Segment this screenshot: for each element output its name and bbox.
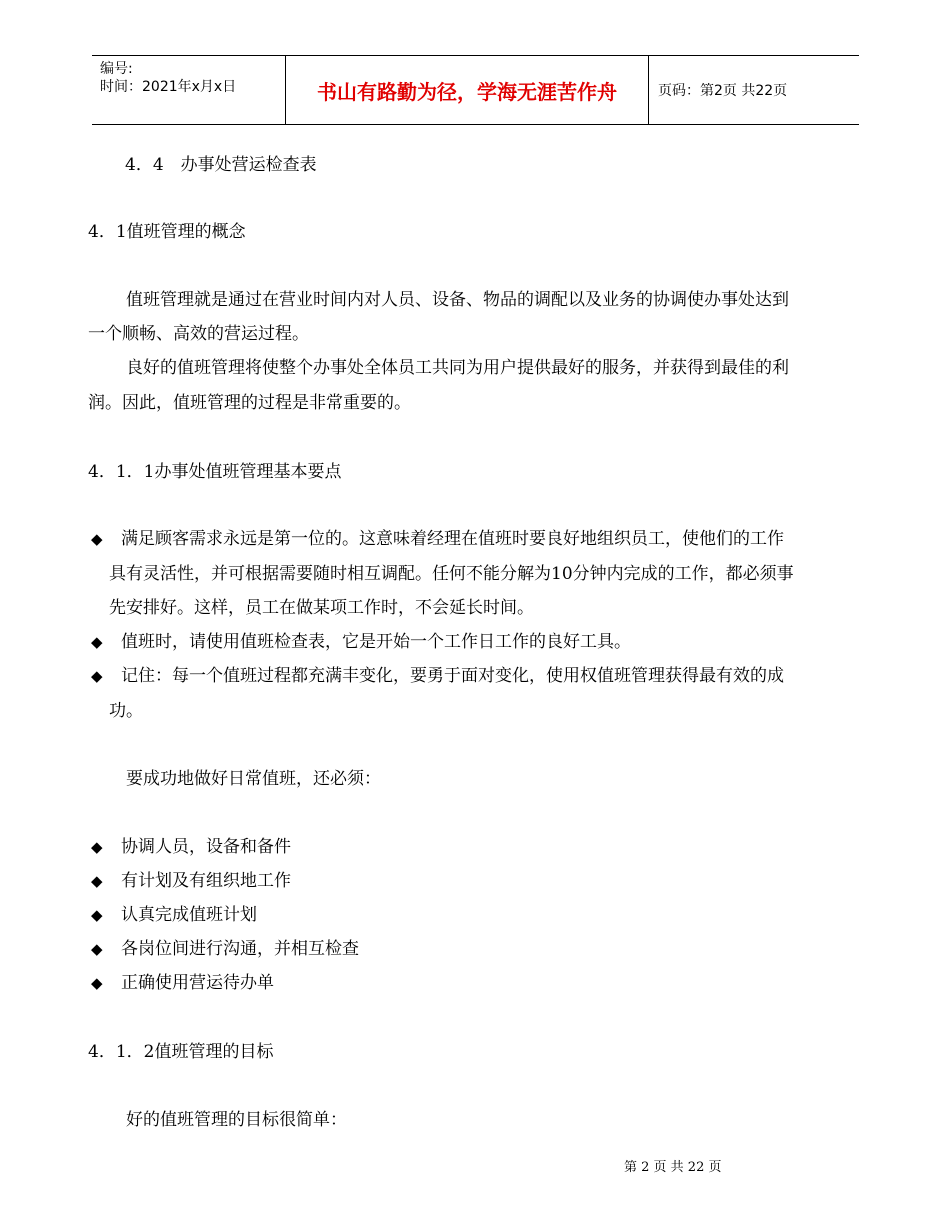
paragraph-4: 好的值班管理的目标很简单：: [126, 1110, 347, 1130]
bullet-diamond-icon: ◆: [91, 838, 103, 856]
list-item: 正确使用营运待办单: [121, 973, 274, 993]
bullet-1-line-2: 具有灵活性，并可根据需要随时相互调配。任何不能分解为10分钟内完成的工作，都必须事: [109, 564, 794, 584]
header-motto: 书山有路勤为径，学海无涯苦作舟: [286, 56, 649, 124]
list-item: 认真完成值班计划: [121, 905, 257, 925]
bullet-diamond-icon: ◆: [91, 872, 103, 890]
page-footer: 第 2 页 共 22 页: [624, 1160, 722, 1175]
bullet-diamond-icon: ◆: [91, 667, 103, 685]
header-meta: [92, 56, 286, 124]
bullet-diamond-icon: ◆: [91, 906, 103, 924]
bullet-diamond-icon: ◆: [91, 530, 103, 548]
bullet-diamond-icon: ◆: [91, 940, 103, 958]
paragraph-2-line-2: 润。因此，值班管理的过程是非常重要的。: [88, 393, 411, 413]
section-heading-4-1-2: 4．1．2值班管理的目标: [88, 1042, 274, 1062]
bullet-1-line-1: 满足顾客需求永远是第一位的。这意味着经理在值班时要良好地组织员工，使他们的工作: [121, 529, 784, 549]
section-heading-4-1-1: 4．1．1办事处值班管理基本要点: [88, 462, 342, 482]
section-heading-4-1: 4．1值班管理的概念: [88, 222, 246, 242]
bullet-3-line-1: 记住：每一个值班过程都充满丰变化，要勇于面对变化，使用权值班管理获得最有效的成: [121, 666, 784, 686]
paragraph-1-line-1: 值班管理就是通过在营业时间内对人员、设备、物品的调配以及业务的协调使办事处达到: [126, 290, 789, 310]
bullet-2: 值班时，请使用值班检查表，它是开始一个工作日工作的良好工具。: [121, 632, 631, 652]
time-label: 时间：2021年x月x日: [100, 79, 237, 95]
bullet-diamond-icon: ◆: [91, 974, 103, 992]
list-item: 有计划及有组织地工作: [121, 871, 291, 891]
list-item: 各岗位间进行沟通，并相互检查: [121, 939, 359, 959]
page-header: [92, 55, 859, 125]
paragraph-3: 要成功地做好日常值班，还必须：: [126, 769, 381, 789]
number-label: 编号:: [100, 61, 133, 77]
list-item: 协调人员，设备和备件: [121, 837, 291, 857]
bullet-1-line-3: 先安排好。这样，员工在做某项工作时，不会延长时间。: [109, 598, 534, 618]
paragraph-1-line-2: 一个顺畅、高效的营运过程。: [88, 324, 309, 344]
paragraph-2-line-1: 良好的值班管理将使整个办事处全体员工共同为用户提供最好的服务，并获得到最佳的利: [126, 358, 789, 378]
section-heading-4-4: 4．4 办事处营运检查表: [125, 155, 317, 175]
header-page-info: 页码：第2页 共22页: [658, 83, 788, 99]
bullet-diamond-icon: ◆: [91, 633, 103, 651]
bullet-3-line-2: 功。: [109, 701, 143, 721]
